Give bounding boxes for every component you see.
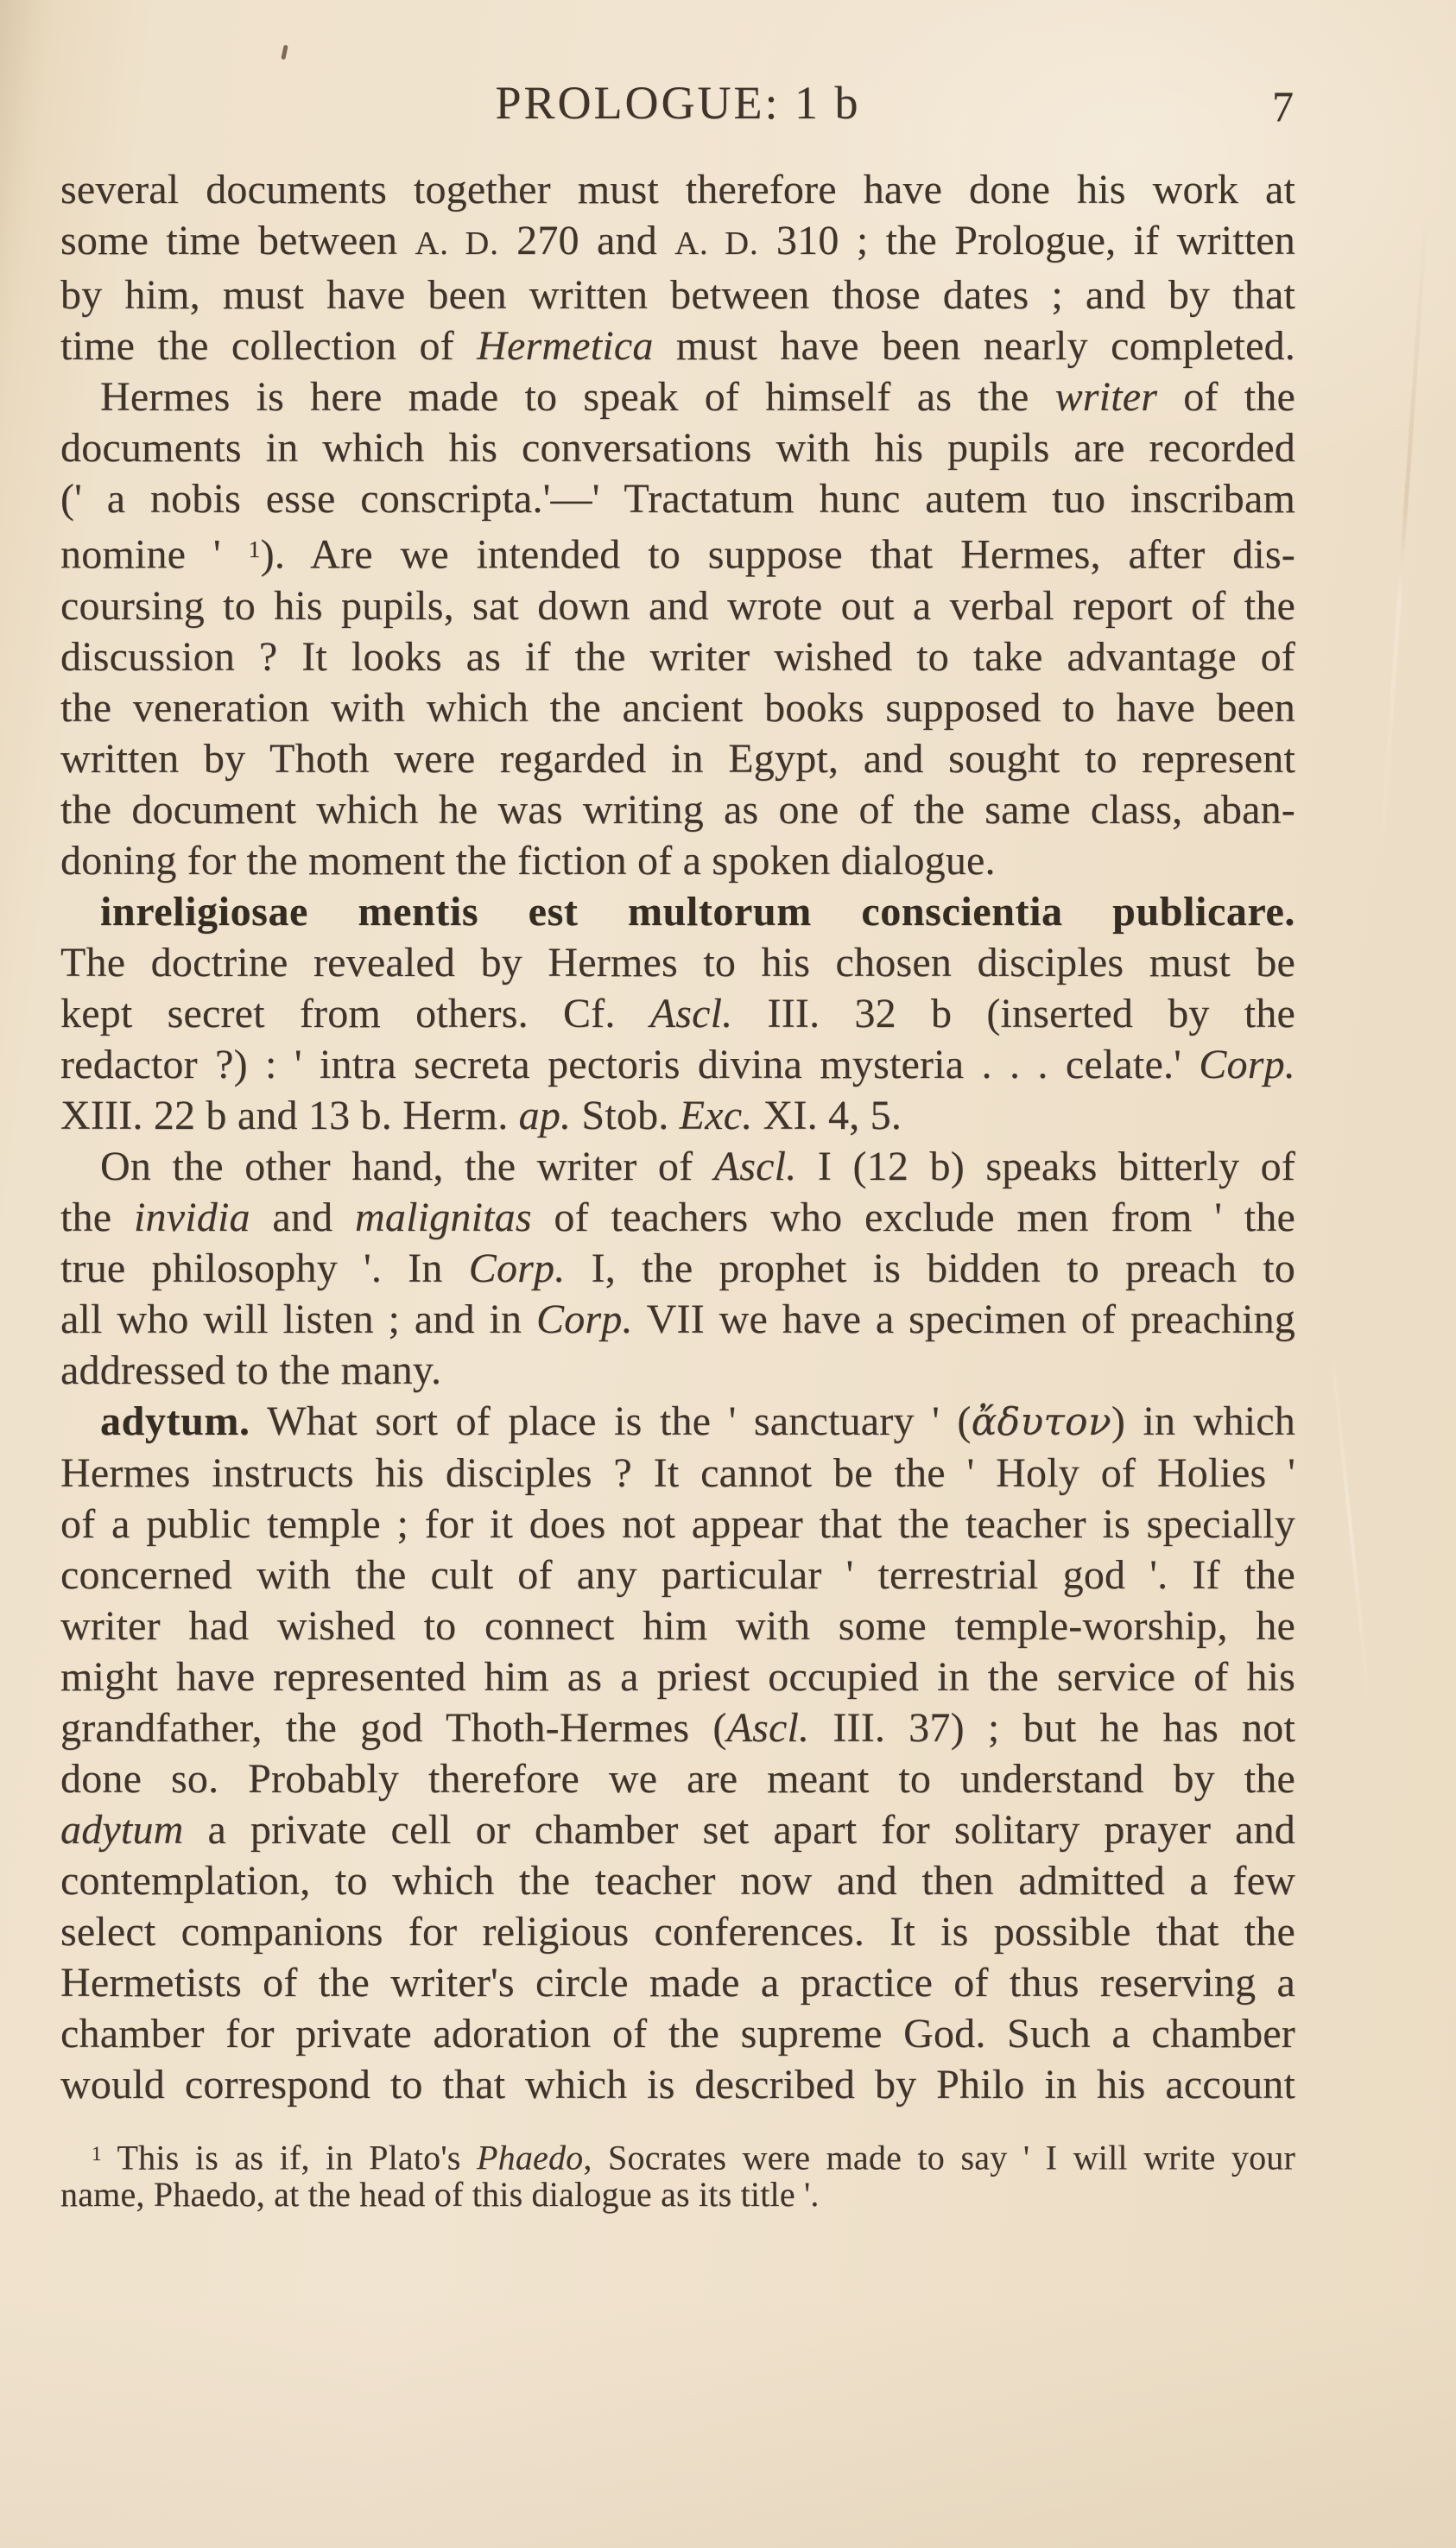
footnote	[60, 2136, 1295, 2213]
text-line	[60, 1957, 1295, 2008]
text-segment: III. 37) ; but he has not	[809, 1704, 1295, 1751]
text-segment: 310 ; the Prologue, if written	[758, 218, 1296, 263]
text-line	[60, 733, 1295, 784]
text-segment: must have been nearly completed.	[653, 323, 1295, 369]
text-segment: What sort of place is the ' sanctuary ' (	[250, 1398, 972, 1444]
text-segment: Corp.	[468, 1245, 566, 1291]
text-line	[60, 1651, 1295, 1702]
text-segment: of teachers who exclude men from ' the	[531, 1194, 1295, 1240]
text-segment: I, the prophet is bidden to preach to	[565, 1245, 1295, 1291]
text-line	[60, 1855, 1295, 1906]
text-segment: of the	[1157, 374, 1295, 420]
text-segment: On the other hand, the writer of	[100, 1143, 714, 1189]
text-line	[60, 1550, 1295, 1600]
text-segment: true philosophy '. In	[60, 1245, 469, 1291]
text-line	[60, 937, 1295, 988]
text-line	[60, 1448, 1295, 1499]
text-line	[60, 269, 1295, 320]
text-segment: I (12 b) speaks bitterly of	[796, 1143, 1295, 1189]
text-segment: a private cell or chamber set apart for solitary prayer and	[183, 1806, 1295, 1853]
text-segment: written by Thoth were regarded in Egypt, and sought to represent	[60, 735, 1295, 782]
text-segment: writer	[1054, 374, 1158, 420]
text-line	[60, 682, 1295, 733]
text-line	[60, 1090, 1295, 1141]
text-segment: writer had wished to connect him with some temple-worship, he	[60, 1602, 1295, 1649]
text-line	[60, 988, 1295, 1039]
text-line	[60, 1141, 1295, 1192]
page-body	[60, 164, 1295, 2110]
text-segment: Hermetica	[477, 323, 654, 369]
text-line	[60, 1192, 1295, 1243]
text-line	[60, 2059, 1295, 2110]
text-line	[60, 473, 1295, 524]
text-segment: 1	[92, 2143, 102, 2165]
text-segment: by him, must have been written between those dates ; and by that	[60, 272, 1295, 318]
text-segment: kept secret from others. Cf.	[60, 990, 650, 1036]
text-segment: coursing to his pupils, sat down and wrote out a verbal report of the	[60, 582, 1295, 629]
page-number: 7	[1272, 82, 1294, 130]
text-line	[60, 2008, 1295, 2059]
text-segment: the document which he was writing as one of the same class, aban-	[60, 786, 1295, 833]
text-segment: The doctrine revealed by Hermes to his chosen disciples must be	[60, 939, 1295, 986]
text-line	[60, 2136, 1295, 2176]
text-line	[60, 524, 1295, 580]
text-segment: adytum	[60, 1806, 184, 1853]
text-segment: done so. Probably therefore we are meant to understand by the	[60, 1755, 1295, 1802]
text-segment: A. D.	[674, 225, 759, 262]
text-line	[60, 1600, 1295, 1651]
text-segment: , Socrates were made to say ' I will write your	[583, 2138, 1295, 2177]
text-segment: XIII. 22 b and 13 b. Herm.	[60, 1092, 519, 1138]
text-line	[60, 1906, 1295, 1957]
text-segment: redactor ?) : ' intra secreta pectoris divina mysteria . . . celate.'	[60, 1041, 1200, 1087]
text-line	[60, 1396, 1295, 1448]
text-segment: some time between	[60, 218, 415, 263]
text-segment: chamber for private adoration of the supreme God. Such a chamber	[60, 2010, 1295, 2057]
text-segment: contemplation, to which the teacher now and then admitted a few	[60, 1857, 1295, 1904]
text-segment: Ascl.	[649, 990, 733, 1036]
text-segment: doning for the moment the fiction of a spoken dialogue.	[60, 837, 996, 884]
text-segment: and	[250, 1194, 356, 1240]
text-segment: Stob.	[571, 1092, 680, 1138]
text-line	[60, 886, 1295, 937]
text-line	[60, 784, 1295, 835]
text-segment: This is as if, in Plato's	[101, 2138, 477, 2177]
text-segment: A. D.	[415, 225, 499, 262]
text-segment: Exc.	[679, 1092, 753, 1138]
text-line	[60, 422, 1295, 473]
text-segment: all who will listen ; and in	[60, 1296, 537, 1342]
text-segment: the veneration with which the ancient books supposed to have been	[60, 684, 1295, 731]
text-segment: addressed to the many.	[60, 1347, 442, 1393]
text-line	[60, 320, 1295, 371]
text-line	[60, 1294, 1295, 1345]
text-segment: Hermetists of the writer's circle made a practice of thus reserving a	[60, 1959, 1295, 2006]
text-line	[60, 1753, 1295, 1804]
text-segment: Corp.	[1199, 1041, 1295, 1087]
page-header	[60, 76, 1295, 130]
text-segment: select companions for religious conferences. It is possible that the	[60, 1908, 1295, 1955]
text-line	[60, 1804, 1295, 1855]
text-segment: the	[60, 1194, 134, 1240]
text-segment: malignitas	[355, 1194, 532, 1240]
text-line	[60, 2176, 1295, 2213]
text-segment: several documents together must therefore have done his work at	[60, 167, 1295, 212]
text-line	[60, 1243, 1295, 1294]
text-segment: III. 32 b (inserted by the	[732, 990, 1295, 1036]
paper-crease	[1330, 1348, 1371, 1709]
text-segment: name, Phaedo, at the head of this dialogue as its title '.	[60, 2175, 820, 2215]
text-line	[60, 1345, 1295, 1396]
text-segment: (' a nobis esse conscripta.'—' Tractatum hunc autem tuo inscribam	[60, 476, 1295, 522]
text-line	[60, 1039, 1295, 1090]
text-segment: 270 and	[498, 218, 675, 263]
text-line	[60, 164, 1295, 215]
text-segment: inreligiosae mentis est multorum conscientia publicare.	[100, 888, 1295, 935]
text-segment: would correspond to that which is described by Philo in his account	[60, 2061, 1295, 2107]
text-segment: XI. 4, 5.	[752, 1092, 902, 1138]
text-segment: of a public temple ; for it does not appear that the teacher is specially	[60, 1500, 1295, 1547]
page-title: PROLOGUE: 1 b	[495, 77, 861, 129]
text-segment: might have represented him as a priest occupied in the service of his	[60, 1653, 1295, 1700]
text-segment: Hermes is here made to speak of himself as the	[100, 374, 1055, 420]
text-segment: ἄδυτον	[971, 1399, 1111, 1444]
text-segment: discussion ? It looks as if the writer wished to take advantage of	[60, 633, 1295, 680]
text-segment: adytum.	[100, 1398, 250, 1444]
text-line	[60, 580, 1295, 631]
text-line	[60, 1499, 1295, 1550]
text-line	[60, 631, 1295, 682]
text-segment: Ascl.	[726, 1704, 810, 1751]
paper-mark	[281, 45, 288, 60]
text-segment: concerned with the cult of any particular ' terrestrial god '. If the	[60, 1551, 1295, 1598]
text-segment: Corp.	[536, 1296, 633, 1342]
text-line	[60, 215, 1295, 269]
text-segment: ). Are we intended to suppose that Hermes, after dis-	[260, 531, 1295, 578]
text-segment: grandfather, the god Thoth-Hermes (	[60, 1704, 727, 1751]
text-segment: ) in which	[1111, 1398, 1295, 1444]
text-line	[60, 371, 1295, 422]
text-segment: 1	[248, 536, 261, 563]
text-line	[60, 835, 1295, 886]
text-segment: invidia	[133, 1194, 250, 1240]
text-segment: Phaedo	[477, 2138, 584, 2177]
text-segment: ap.	[518, 1092, 572, 1138]
text-line	[60, 1702, 1295, 1753]
text-segment: time the collection of	[60, 323, 478, 369]
text-segment: documents in which his conversations with his pupils are recorded	[60, 425, 1295, 471]
text-segment: Hermes instructs his disciples ? It cannot be the ' Holy of Holies '	[60, 1449, 1295, 1496]
text-segment: Ascl.	[713, 1143, 797, 1189]
text-segment: VII we have a specimen of preaching	[632, 1296, 1295, 1342]
paper-crease	[1378, 208, 1428, 863]
text-segment: nomine '	[60, 531, 249, 578]
